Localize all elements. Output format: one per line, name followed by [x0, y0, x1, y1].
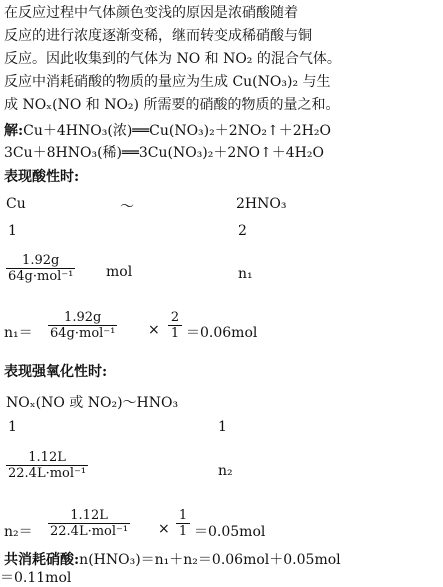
- acid-heading: 表现酸性时:: [4, 169, 80, 185]
- fraction-numerator: 1: [178, 508, 188, 523]
- total-expression: n(HNO₃)＝n₁＋n₂＝0.06mol＋0.05mol: [79, 552, 341, 568]
- fraction-numerator: 1.92g: [22, 253, 60, 268]
- acid-row1-left: Cu: [6, 196, 26, 212]
- total-label: 共消耗硝酸:: [4, 552, 80, 568]
- acid-row1-mid: ～: [120, 199, 134, 215]
- oxidation-result-fraction-2: [176, 508, 190, 539]
- acid-row2-left: 1: [8, 223, 17, 239]
- fraction-denominator: 1: [168, 325, 182, 341]
- paragraph-line-2: 反应的进行浓度逐渐变稀，继而转变成稀硝酸与铜: [4, 28, 312, 44]
- equation-concentrated: Cu＋4HNO₃(浓)══Cu(NO₃)₂＋2NO₂↑＋2H₂O: [23, 123, 331, 139]
- solution-label: 解:: [4, 123, 24, 139]
- oxidation-row1: NOₓ(NO 或 NO₂)～HNO₃: [6, 395, 179, 411]
- total-line: [4, 551, 341, 569]
- paragraph-line-1: 在反应过程中气体颜色变浅的原因是浓硝酸随着: [4, 5, 298, 21]
- paragraph-line-3: 反应。因此收集到的气体为 NO 和 NO₂ 的混合气体。: [4, 51, 341, 67]
- fraction-denominator: 1: [176, 523, 190, 539]
- fraction-denominator: 64g·mol⁻¹: [50, 326, 116, 341]
- acid-result-lhs: n₁＝: [4, 325, 33, 341]
- fraction-numerator: 1.12L: [70, 508, 108, 523]
- oxidation-result-fraction-1: [48, 508, 130, 539]
- fraction-denominator: 64g·mol⁻¹: [8, 269, 74, 284]
- fraction-numerator: 1.12L: [28, 450, 66, 465]
- oxidation-row2-left: 1: [8, 419, 17, 435]
- acid-row3-right: n₁: [238, 266, 253, 282]
- fraction-denominator: 22.4L·mol⁻¹: [50, 524, 129, 539]
- oxidation-result-rhs: ＝0.05mol: [194, 524, 266, 540]
- acid-row3-unit: mol: [106, 264, 133, 280]
- fraction-denominator: 22.4L·mol⁻¹: [8, 466, 87, 481]
- acid-row3-fraction: [6, 253, 75, 284]
- paragraph-line-5: 成 NOₓ(NO 和 NO₂) 所需要的硝酸的物质的量之和。: [4, 97, 340, 113]
- fraction-numerator: 2: [170, 310, 180, 325]
- acid-result-rhs: ＝0.06mol: [186, 325, 258, 341]
- acid-row2-right: 2: [238, 223, 247, 239]
- paragraph-line-4: 反应中消耗硝酸的物质的量应为生成 Cu(NO₃)₂ 与生: [4, 74, 331, 90]
- oxidation-row3-fraction: [6, 450, 88, 481]
- oxidation-result-times: ×: [158, 521, 170, 537]
- oxidation-row3-right: n₂: [218, 463, 233, 479]
- fraction-numerator: 1.92g: [64, 310, 102, 325]
- oxidation-result-lhs: n₂＝: [4, 524, 33, 540]
- acid-result-fraction-2: [168, 310, 182, 341]
- acid-result-times: ×: [148, 322, 160, 338]
- equation-line-1: [4, 122, 331, 140]
- total-result: ＝0.11mol: [0, 570, 72, 586]
- oxidation-heading: 表现强氧化性时:: [4, 364, 108, 380]
- acid-row1-right: 2HNO₃: [236, 196, 287, 212]
- equation-dilute: 3Cu＋8HNO₃(稀)══3Cu(NO₃)₂＋2NO↑＋4H₂O: [4, 145, 324, 161]
- acid-result-fraction-1: [48, 310, 117, 341]
- oxidation-row2-right: 1: [218, 419, 227, 435]
